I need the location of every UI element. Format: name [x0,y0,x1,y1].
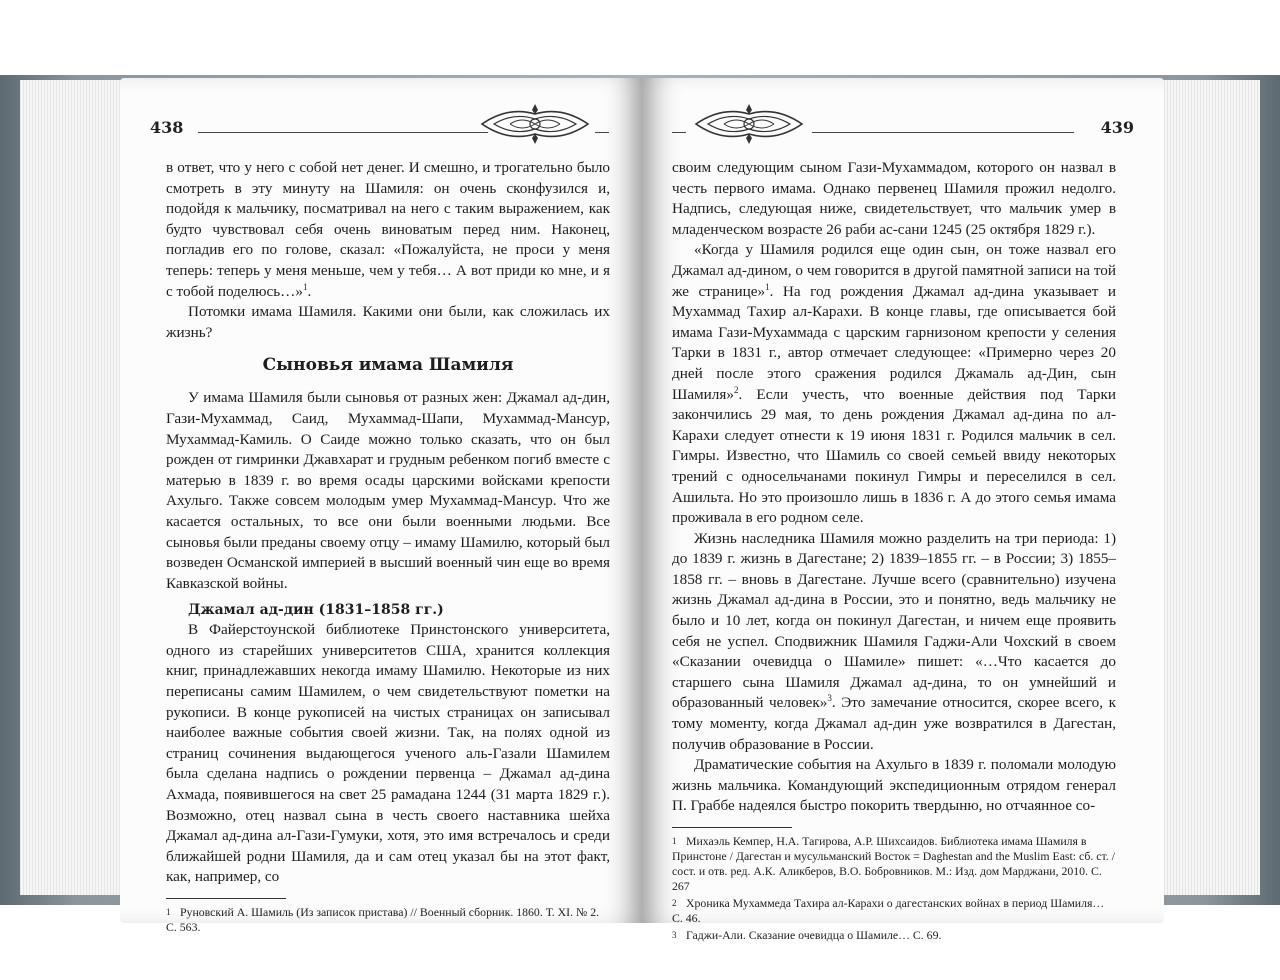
left-page-content [166,158,610,937]
paragraph-sons: У имама Шамиля были сыновья от разных жен: Джамал ад-дин, Гази-Мухаммад, Саид, Мухаммад-Шапи, Мухаммад-Мансур, Мухаммад-Камиль. О Саиде можно только сказать, что он был рожден от гимринки Джавхарат и грудным ребенком погиб вместе с матерью в 1839 г. во время осады царскими войсками крепости Ахульго. Также совсем молодым умер Мухаммад-Мансур. Что же касается остальных, то все они были военными людьми. Все сыновья были преданы своему отцу – имаму Шамилю, который был возведен Османской империей в высший военный чин еще во время Кавказской войны. [166,389,610,592]
header-rule-left-end [595,132,609,133]
left-page [120,78,642,934]
section-heading: Сыновья имама Шамиля [262,355,514,376]
paragraph-continued: своим следующим сыном Гази-Мухаммадом, которого он назвал в честь первого имама. Однако первенец Шамиля прожил недолго. Надпись, следующая ниже, свидетельствует, что мальчик умер в младенческом возрасте 26 раби ас-сани 1245 (25 октября 1829 г.). [672,159,1116,238]
footnote: 1 Руновский А. Шамиль (Из записок пристава) // Военный сборник. 1860. Т. XI. № 2. С. 563. [166,905,600,934]
footnote-ref: 1 [765,281,770,292]
paragraph-jamal: В Файерстоунской библиотеке Принстонского университета, одного из старейших университетов США, хранится коллекция книг, принадлежавших некогда имаму Шамилю. Некоторые из них переписаны самим Шамилем, о чем свидетельствуют пометки на рукописи. В конце рукописей на чистых страницах он записывал наиболее важные события своей жизни. Так, на полях одной из страниц сочинения выдающегося ученого аль-Газали Шамилем была сделана надпись о рождении первенца – Джамал ад-дина Ахмада, появившегося на свет 25 рамадана 1244 (31 марта 1829 г.). Возможно, отец назвал сына в честь своего наставника шейха Джамал ад-дина ал-Гази-Гумуки, хотя, это имя встречалось и среди ближайшей родни Шамиля, да и сам отец указал бы на этот факт, как, например, со [166,621,610,886]
footnote-ref: 2 [733,384,739,395]
header-rule-left [198,132,488,133]
footnote-ref: 3 [827,693,832,704]
paragraph-continued: в ответ, что у него с собой нет денег. И смешно, и трогательно было смотреть в эту минуту на Шамиля: он очень сконфузился и, подойдя к мальчику, посматривал на него с таким выражением, как будто чувствовал себя очень виноватым перед ним. Наконец, погладив его по голове, сказал: «Пожалуйста, не проси у меня теперь: теперь у меня меньше, чем у тебя… А вот приди ко мне, и я с тобой поделюсь…»$^1$. [166,159,610,300]
paragraph-birth: «Когда у Шамиля родился еще один сын, он тоже назвал его Джамал ад-дином, о чем говорится в другой памятной записи на той же странице»$^1$. На год рождения Джамал ад-дина указывает и Мухаммад Тахир ал-Карахи. В конце главы, где описывается бой имама Гази-Мухаммада с царским гарнизоном крепости у селения Тарки в 1831 г., автор отмечает следующее: «Примерно через 20 дней после этого сражения родился Джамаль ад-Дин, сын Шамиля»$^2$. Если учесть, что военные действия под Тарки закончились 29 мая, то день рождения Джамал ад-дина по ал-Карахи следует отнести к 19 июня 1831 г. Родился мальчик в сел. Гимры. Известно, что Шамиль со своей семьей ввиду некоторых трений с односельчанами покинул Гимры и переселился в сел. Ашильта. Но это произошло лишь в 1836 г. А до этого семья имама проживала в его родном селе. [672,241,1116,527]
left-page-header [150,116,612,144]
page-number-left: 438 [150,118,184,137]
header-rule-right-start [672,132,686,133]
ornament-icon [694,102,804,146]
paragraph-descendants: Потомки имама Шамиля. Какими они были, как сложилась их жизнь? [166,303,610,341]
footnote-ref: 1 [302,281,308,292]
footnote-rule [672,827,792,828]
footnote: 2 Хроника Мухаммеда Тахира ал-Карахи о дагестанских войнах в период Шамиля… С. 46. [672,896,1105,925]
header-rule-right [812,132,1074,133]
right-page-header [672,116,1134,144]
right-page-content [672,158,1116,945]
paragraph-periods: Жизнь наследника Шамиля можно разделить на три периода: 1) до 1839 г. жизнь в Дагестане; 2) 1839–1855 гг. – в России; 3) 1855–1858 гг. – вновь в Дагестане. Лучше всего (сравнительно) изучена жизнь Джамал ад-дина в России, это и понятно, ведь мальчику не было и 10 лет, когда он покинул Дагестан, и ничем еще проявить себя не успел. Сподвижник Шамиля Гаджи-Али Чохский в своем «Сказании очевидца о Шамиле» пишет: «…Что касается до старшего сына Шамиля Джамал ад-дина, то он умнейший и образованный человек»$^3$. Это замечание относится, скорее всего, к тому моменту, когда Джамал ад-дин уже возвратился в Дагестан, получив образование в России. [672,529,1116,753]
ornament-icon [480,102,590,146]
footnote: 1 Михаэль Кемпер, Н.А. Тагирова, А.Р. Шихсаидов. Библиотека имама Шамиля в Принстоне / Дагестан и мусульманский Восток = Daghestan and the Muslim East: сб. ст. / сост. и отв. ред. А.К. Аликберов, В.О. Бобровников. М.: Изд. дом Марджани, 2010. С. 267 [672,834,1115,893]
footnote-rule [166,898,286,899]
page-number-right: 439 [1100,118,1134,137]
subsection-heading: Джамал ад-дин (1831–1858 гг.) [188,602,444,619]
paragraph-akhulgo: Драматические события на Ахульго в 1839 г. поломали молодую жизнь мальчика. Командующий экспедиционным отрядом генерал П. Граббе надеялся быстро покорить твердыню, но отчаянное со- [672,756,1116,815]
footnote: 3 Гаджи-Али. Сказание очевидца о Шамиле… С. 69. [672,928,942,942]
right-page [642,78,1164,942]
